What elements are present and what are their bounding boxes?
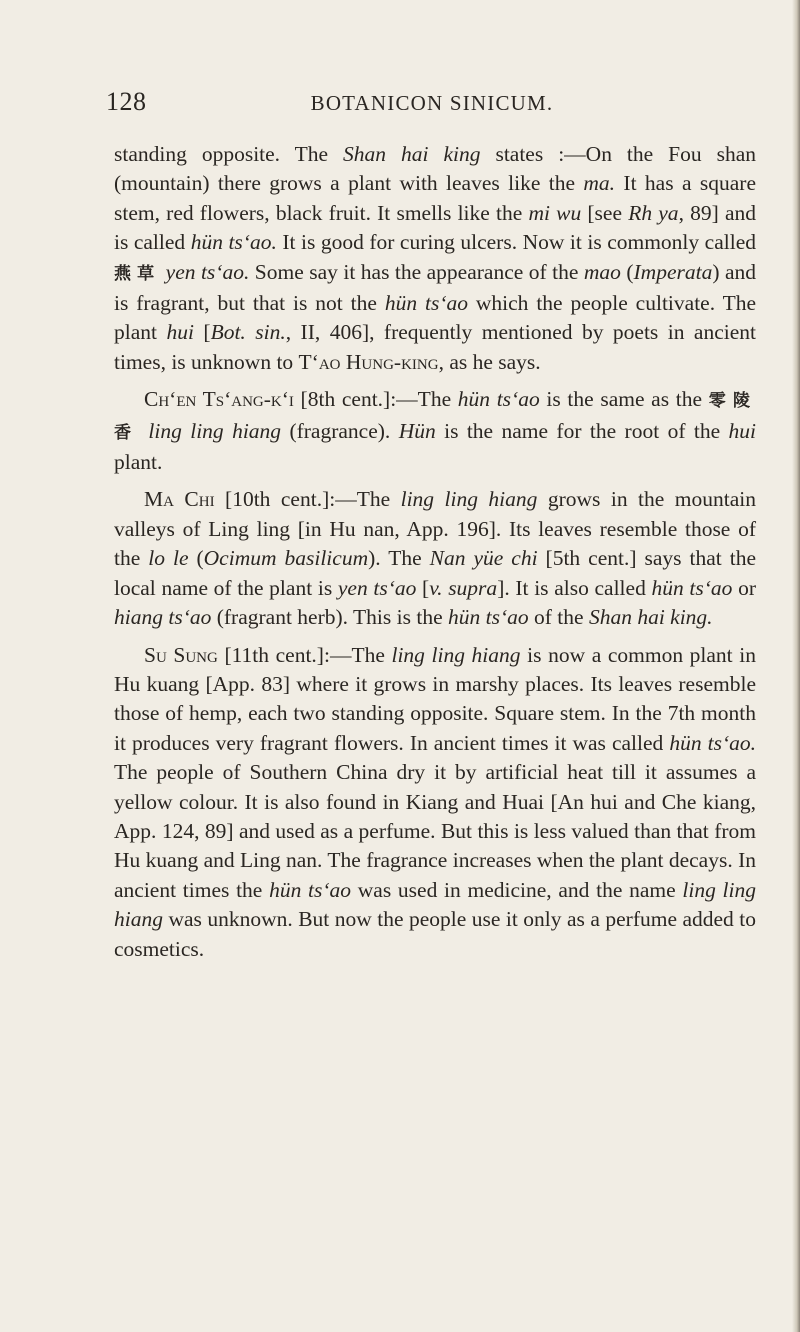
italic-term: Hün <box>398 418 436 443</box>
text-run: [8th cent.]:—The <box>293 387 458 412</box>
page-number: 128 <box>106 87 147 116</box>
body-text <box>114 140 756 972</box>
text-run: [10th cent.]:—The <box>214 487 401 512</box>
text-run: was used in medicine, and the name <box>351 877 683 902</box>
text-run: [ <box>416 575 430 600</box>
italic-term: Bot. sin. <box>210 320 286 345</box>
italic-term: Nan yüe chi <box>429 546 538 571</box>
text-run: Some say it has the appearance of the <box>249 259 584 284</box>
italic-term: hui <box>166 320 194 345</box>
text-run: is the same as the <box>539 387 709 412</box>
italic-term: Shan hai king. <box>588 605 713 630</box>
text-run: [5th cent.] says that the local name of the plant is <box>114 546 756 600</box>
text-run: ( <box>188 546 204 571</box>
author-name: Ch‘en Ts‘ang-k‘i <box>144 387 294 412</box>
italic-term: ling ling hiang <box>114 877 756 932</box>
text-run: ). The <box>368 546 430 571</box>
paragraph <box>114 641 756 964</box>
italic-term: Rh ya <box>628 200 679 225</box>
italic-term: ling ling hiang <box>148 418 282 443</box>
text-run: ( <box>620 259 634 284</box>
italic-term: ling ling hiang <box>391 642 521 667</box>
italic-term: v. supra <box>429 575 498 600</box>
author-name: Su Sung <box>144 642 218 667</box>
author-name: T‘ao Hung-king <box>298 349 439 374</box>
italic-term: hün ts‘ao <box>651 575 733 600</box>
text-run: states :—On the Fou shan (mountain) there grows a plant with leaves like the <box>114 142 756 196</box>
page-header <box>106 86 758 118</box>
italic-term: Shan hai king <box>343 142 481 166</box>
text-run: which the people cultivate. The plant <box>114 291 757 345</box>
text-run: (fragrant herb). This is the <box>211 605 448 630</box>
chinese-characters: 燕草 <box>114 263 161 284</box>
italic-term: hün ts‘ao <box>457 387 540 412</box>
paragraph <box>114 140 756 377</box>
italic-term: hui <box>728 418 757 443</box>
chinese-characters: 零陵香 <box>114 391 756 443</box>
text-run: (fragrance). <box>281 418 399 443</box>
text-run: standing opposite. The <box>114 142 344 166</box>
author-name: Ma Chi <box>144 487 215 512</box>
text-run: [11th cent.]:—The <box>217 642 392 667</box>
text-run: , 89] and is called <box>114 200 756 255</box>
text-run: ]. It is also called <box>497 575 652 600</box>
italic-term: yen ts‘ao <box>337 575 417 600</box>
running-title: BOTANICON SINICUM. <box>310 91 554 115</box>
italic-term: mi wu <box>528 200 582 225</box>
text-run: was unknown. But now the people use it only as a perfume added to cosmetics. <box>114 907 756 961</box>
text-run: grows in the mountain valleys of Ling ling [in Hu nan, App. 196]. Its leaves resemble those of the <box>114 487 756 571</box>
text-run: It has a square stem, red flowers, black fruit. It smells like the <box>114 171 756 225</box>
paragraph <box>114 485 756 632</box>
text-run: ) and is fragrant, but that is not the <box>114 259 757 316</box>
text-run: , II, 406], frequently mentioned by poets in ancient times, is unknown to <box>114 320 756 374</box>
paragraph <box>114 385 756 477</box>
text-run: is the name for the root of the <box>435 418 729 443</box>
text-run: The people of Southern China dry it by artificial heat till it assumes a yellow colour. It is also found in Kiang and Huai [An hui and Che kiang, App. 124, 89] and used as a perfume. But this is less valued than that from Hu kuang and Ling nan. The fragrance increases when the plant decays. In ancient times the <box>114 760 756 902</box>
text-run: [ <box>193 320 211 345</box>
text-run: is now a common plant in Hu kuang [App. 83] where it grows in marshy places. Its leaves resemble those of hemp, each two standing opposite. Square stem. In the 7th month it produces very fragrant flowers. In ancient times it was called <box>114 642 756 755</box>
text-run: or <box>732 575 756 600</box>
text-run: It is good for curing ulcers. Now it is commonly called <box>276 230 756 255</box>
italic-term: ling ling hiang <box>400 487 538 512</box>
italic-term: hün ts‘ao <box>269 877 352 902</box>
page-edge-shadow <box>792 0 800 1332</box>
italic-term: Ocimum basilicum <box>203 546 369 571</box>
italic-term: yen ts‘ao. <box>165 259 250 284</box>
italic-term: hün ts‘ao <box>384 291 468 316</box>
text-run: [see <box>581 200 629 225</box>
italic-term: Imperata <box>633 259 713 284</box>
italic-term: lo le <box>148 546 189 571</box>
text-run: , as he says. <box>438 349 541 374</box>
italic-term: mao <box>583 259 621 284</box>
italic-term: hiang ts‘ao <box>114 605 212 630</box>
italic-term: ma. <box>583 171 616 196</box>
italic-term: hün ts‘ao <box>448 605 529 630</box>
text-run: of the <box>528 605 589 630</box>
text-run: plant. <box>114 450 163 475</box>
italic-term: hün ts‘ao. <box>669 730 756 755</box>
italic-term: hün ts‘ao. <box>190 230 277 255</box>
